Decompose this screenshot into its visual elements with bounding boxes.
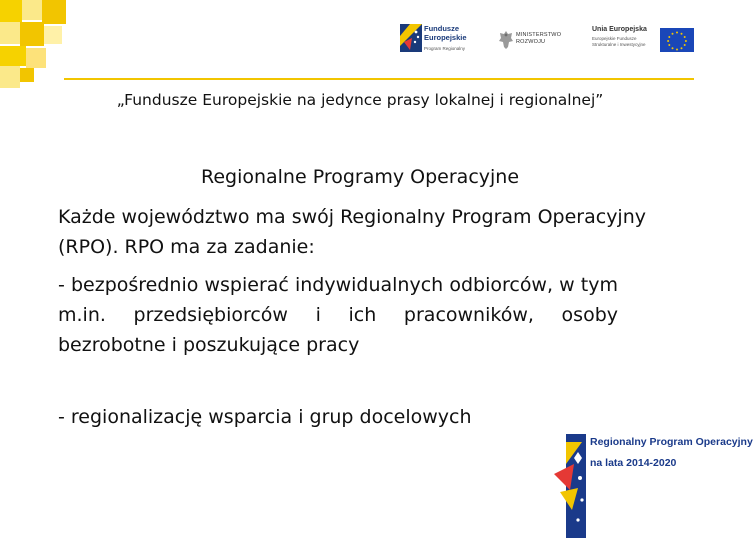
rpo-logo-title	[590, 436, 753, 470]
ministerstwo-rozwoju-logo	[496, 26, 576, 54]
slide-subtitle: „Fundusze Europejskie na jedynce prasy lokalnej i regionalnej”	[116, 91, 604, 109]
fundusze-europejskie-logo	[398, 20, 498, 60]
paragraph-bullet-1: - bezpośrednio wspierać indywidualnych odbiorców, w tym m.in. przedsiębiorców i ich pracowników, osoby bezrobotne i poszukujące pracy	[58, 274, 618, 356]
header-divider	[64, 78, 694, 80]
eu-logo-title: Unia Europejska	[592, 26, 647, 33]
paragraph-bullet-2: - regionalizację wsparcia i grup docelowych	[58, 406, 472, 428]
eu-flag-icon	[660, 28, 694, 52]
corner-decoration	[0, 0, 80, 90]
rpo-logo-line2: na lata 2014-2020	[590, 457, 677, 469]
fe-logo-subtitle: Program Regionalny	[424, 46, 466, 51]
eu-logo-subtitle: Europejskie Fundusze Strukturalne i Inwestycyjne	[592, 36, 646, 47]
slide-heading: Regionalne Programy Operacyjne	[200, 166, 520, 188]
ministry-name: MINISTERSTWO ROZWOJU	[516, 32, 562, 45]
rpo-logo-line1: Regionalny Program Operacyjny	[590, 436, 753, 448]
eagle-emblem-icon	[498, 30, 514, 50]
fe-logo-title: Fundusze Europejskie	[424, 24, 467, 42]
rpo-logo	[552, 430, 753, 540]
rpo-emblem-icon	[552, 434, 592, 538]
unia-europejska-logo	[588, 22, 698, 58]
paragraph-intro: Każde województwo ma swój Regionalny Program Operacyjny (RPO). RPO ma za zadanie:	[58, 206, 646, 258]
fe-flag-icon	[400, 24, 422, 52]
